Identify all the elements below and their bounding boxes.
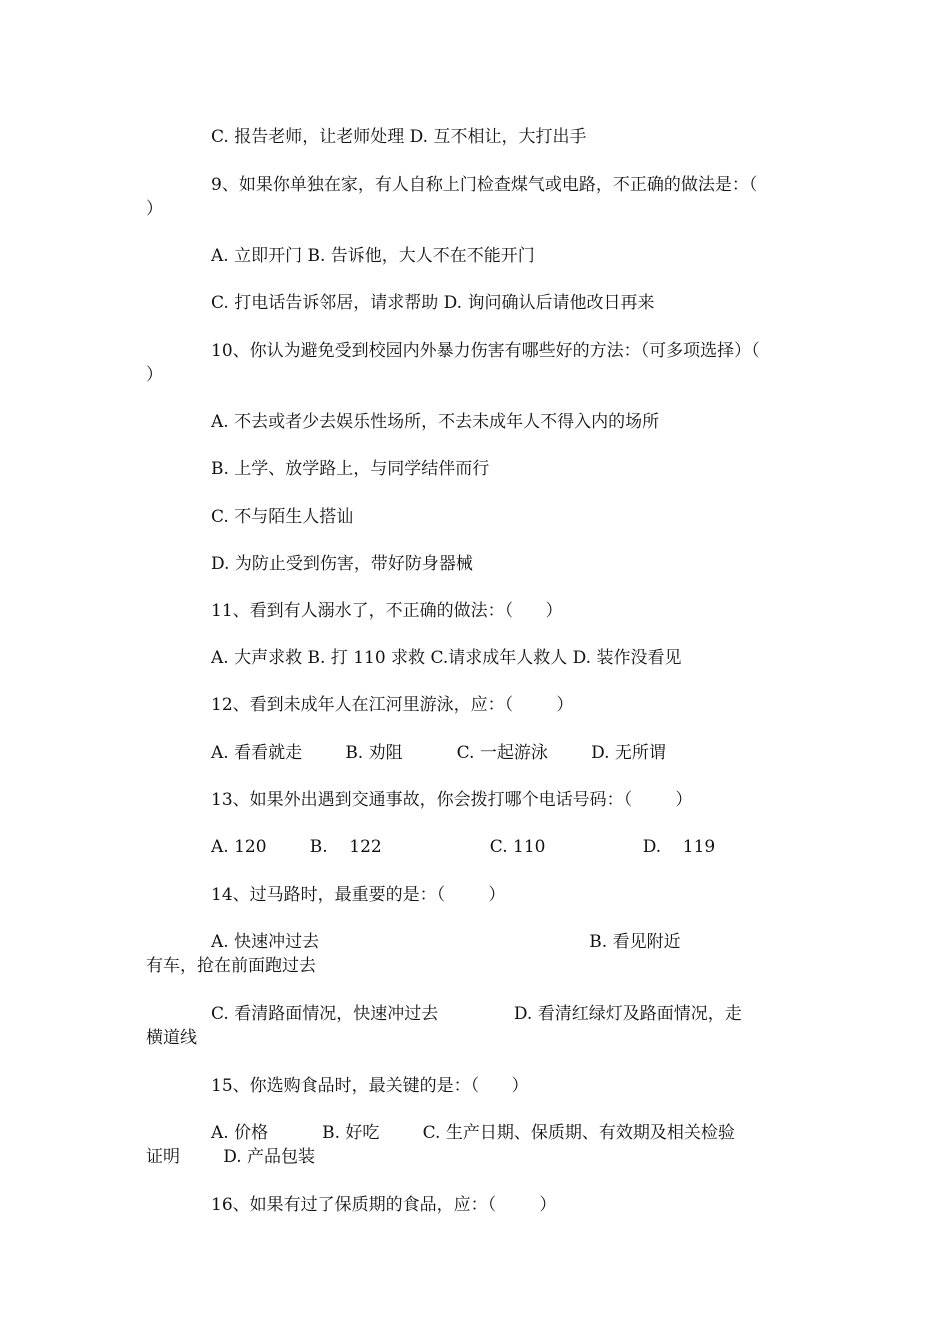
- question-12: 12、看到未成年人在江河里游泳，应：（ ）: [211, 695, 574, 715]
- option-line: B. 上学、放学路上，与同学结伴而行: [211, 459, 490, 479]
- question-11: 11、看到有人溺水了，不正确的做法：（ ）: [211, 601, 563, 621]
- option-line: C. 看清路面情况，快速冲过去 D. 看清红绿灯及路面情况，走: [211, 1004, 742, 1024]
- option-continuation: 横道线: [146, 1028, 197, 1048]
- option-line: C. 打电话告诉邻居，请求帮助 D. 询问确认后请他改日再来: [211, 293, 655, 313]
- option-line: A. 看看就走 B. 劝阻 C. 一起游泳 D. 无所谓: [211, 743, 666, 763]
- question-15: 15、你选购食品时，最关键的是：（ ）: [211, 1076, 529, 1096]
- option-line: C. 报告老师，让老师处理 D. 互不相让，大打出手: [211, 127, 587, 147]
- option-line: A. 价格 B. 好吃 C. 生产日期、保质期、有效期及相关检验: [211, 1123, 735, 1143]
- option-line: A. 大声求救 B. 打 110 求救 C.请求成年人救人 D. 装作没看见: [211, 648, 682, 668]
- option-line: A. 立即开门 B. 告诉他，大人不在不能开门: [211, 246, 535, 266]
- option-line: A. 快速冲过去 B. 看见附近: [211, 932, 681, 952]
- option-continuation: 有车，抢在前面跑过去: [146, 956, 316, 976]
- question-14: 14、过马路时，最重要的是：（ ）: [211, 885, 506, 905]
- question-9-continuation: ）: [146, 199, 163, 219]
- option-line: A. 不去或者少去娱乐性场所，不去未成年人不得入内的场所: [211, 412, 660, 432]
- question-13: 13、如果外出遇到交通事故，你会拨打哪个电话号码：（ ）: [211, 790, 693, 810]
- option-line: A. 120 B. 122 C. 110 D. 119: [211, 837, 716, 857]
- question-10: 10、你认为避免受到校园内外暴力伤害有哪些好的方法：（可多项选择）（: [211, 341, 760, 361]
- option-line: C. 不与陌生人搭讪: [211, 507, 354, 527]
- question-16: 16、如果有过了保质期的食品，应：（ ）: [211, 1195, 557, 1215]
- option-line: D. 为防止受到伤害，带好防身器械: [211, 554, 473, 574]
- option-continuation: 证明 D. 产品包装: [146, 1147, 316, 1167]
- question-10-continuation: ）: [146, 365, 163, 385]
- question-9: 9、如果你单独在家，有人自称上门检查煤气或电路，不正确的做法是：（: [211, 175, 758, 195]
